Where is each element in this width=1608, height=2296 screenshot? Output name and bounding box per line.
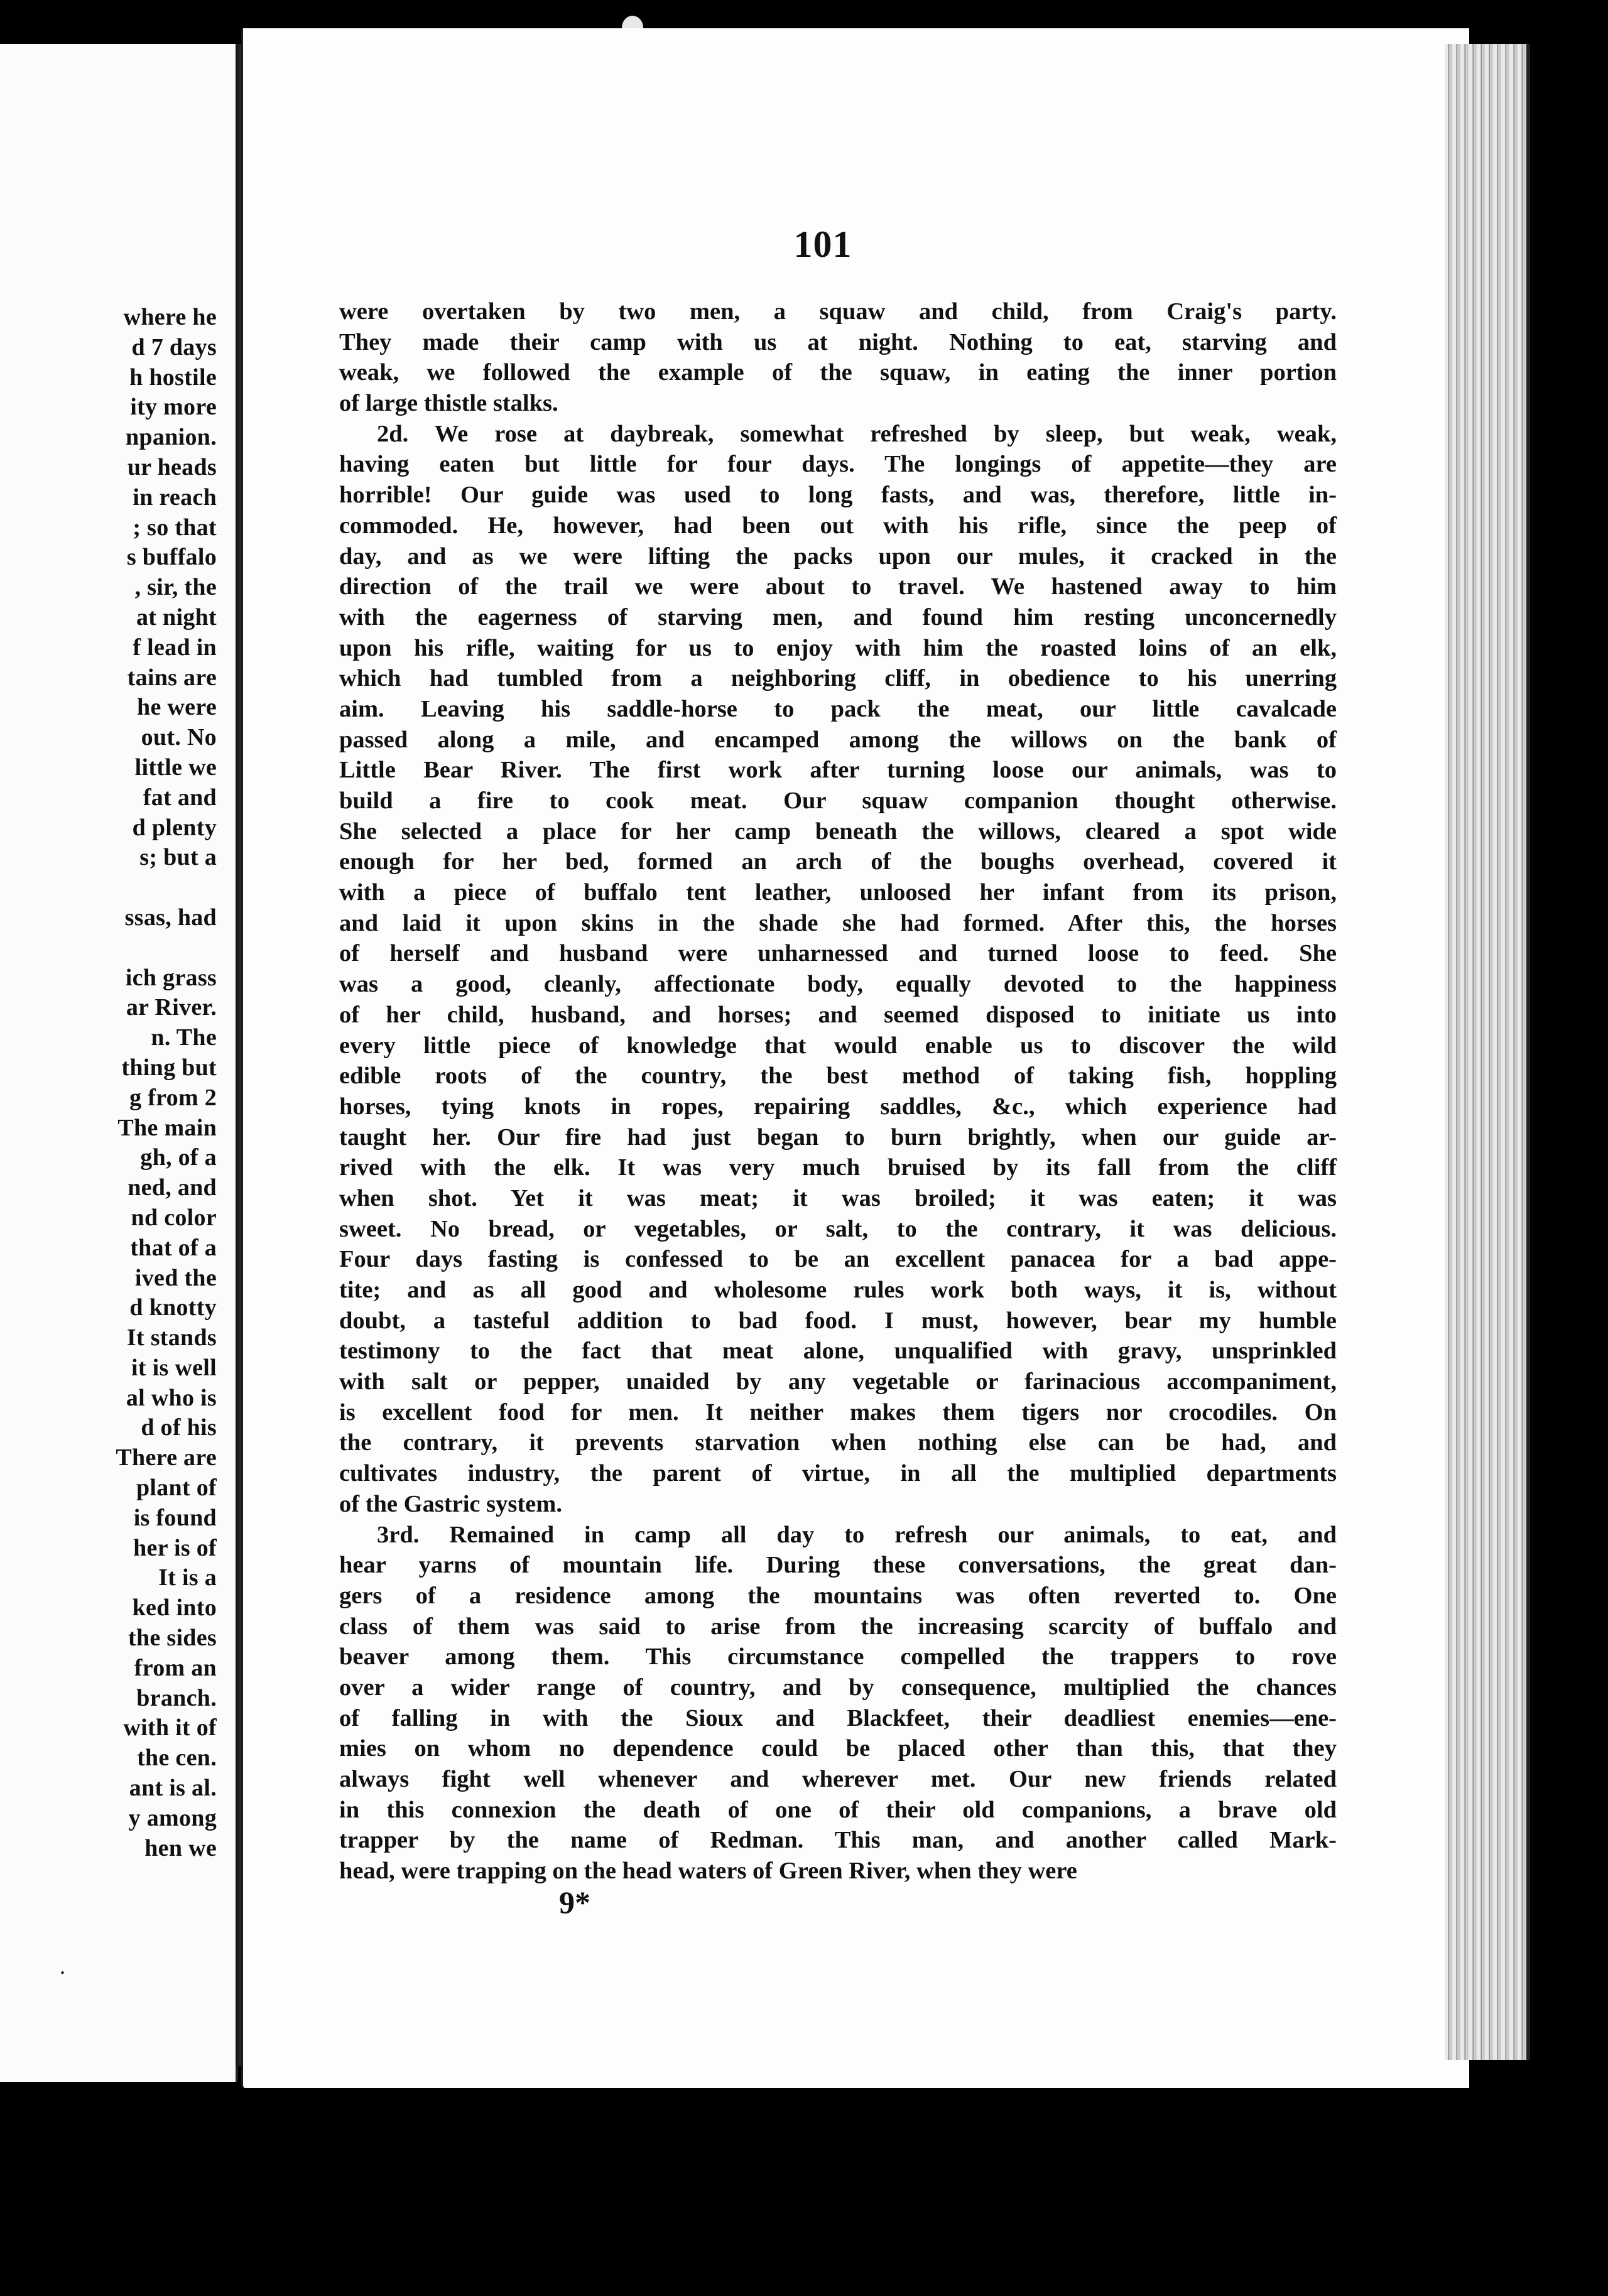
- left-page-line: the cen.: [137, 1745, 217, 1772]
- left-page-line: d of his: [141, 1414, 217, 1441]
- left-page-line: out. No: [141, 724, 217, 751]
- text-line: head, were trapping on the head waters of Green River, when they were: [339, 1858, 1077, 1885]
- left-page-line: d plenty: [132, 814, 217, 841]
- text-line: beaver among them. This circumstance compelled the trappers to rove: [339, 1643, 1337, 1671]
- left-page-line: her is of: [133, 1534, 217, 1561]
- left-page-line: d 7 days: [131, 333, 217, 360]
- text-line: day, and as we were lifting the packs upon our mules, it cracked in the: [339, 543, 1337, 570]
- left-page-line: There are: [116, 1444, 217, 1471]
- text-line: sweet. No bread, or vegetables, or salt, to the contrary, it was delicious.: [339, 1215, 1337, 1242]
- left-page-line: s buffalo: [126, 544, 217, 571]
- left-page-line: The main: [117, 1114, 217, 1141]
- left-page-line: where he: [123, 304, 217, 330]
- left-page-line: It stands: [126, 1324, 217, 1351]
- left-page-line: ant is al.: [129, 1775, 217, 1802]
- left-page-line: nd color: [131, 1204, 217, 1231]
- page-number: 101: [793, 224, 852, 265]
- left-page-line: it is well: [131, 1354, 217, 1381]
- left-page-line: gh, of a: [140, 1144, 217, 1171]
- text-line: always fight well whenever and wherever met. Our new friends related: [339, 1766, 1337, 1792]
- left-page-line: the sides: [128, 1625, 217, 1652]
- left-page-line: ar River.: [126, 994, 217, 1021]
- paragraph: [339, 419, 1337, 1520]
- text-line: weak, we followed the example of the squaw, in eating the inner portion: [339, 359, 1337, 386]
- text-line: is excellent food for men. It neither makes them tigers nor crocodiles. On: [339, 1399, 1337, 1426]
- left-page-line: g from 2: [129, 1084, 217, 1111]
- text-line: cultivates industry, the parent of virtue, in all the multiplied departments: [339, 1460, 1337, 1487]
- text-line: in this connexion the death of one of their old companions, a brave old: [339, 1796, 1337, 1823]
- left-page-line: ked into: [132, 1595, 217, 1622]
- text-line: with the eagerness of starving men, and found him resting unconcernedly: [339, 604, 1337, 631]
- page-edges: [1445, 44, 1530, 2060]
- left-page-line: branch.: [136, 1684, 217, 1711]
- left-page-line: he were: [137, 694, 217, 721]
- text-line: rived with the elk. It was very much bruised by its fall from the cliff: [339, 1154, 1337, 1181]
- text-line: having eaten but little for four days. The longings of appetite—they are: [339, 451, 1337, 478]
- text-line: every little piece of knowledge that would enable us to discover the wild: [339, 1032, 1337, 1059]
- text-line: over a wider range of country, and by consequence, multiplied the chances: [339, 1674, 1337, 1701]
- text-line: doubt, a tasteful addition to bad food. I must, however, bear my humble: [339, 1307, 1337, 1334]
- text-line: direction of the trail we were about to travel. We hastened away to him: [339, 573, 1337, 600]
- left-page-line: y among: [128, 1804, 217, 1831]
- left-page-line: ned, and: [128, 1174, 217, 1201]
- left-page-line: ssas, had: [124, 904, 217, 931]
- text-line: and laid it upon skins in the shade she had formed. After this, the horses: [339, 909, 1337, 936]
- text-line: trapper by the name of Redman. This man, and another called Mark-: [339, 1827, 1337, 1854]
- text-line: 3rd. Remained in camp all day to refresh our animals, to eat, and: [377, 1521, 1337, 1548]
- text-line: tite; and as all good and wholesome rules work both ways, it is, without: [339, 1277, 1337, 1303]
- left-page-line: npanion.: [126, 424, 217, 451]
- left-page-line: ived the: [134, 1264, 217, 1291]
- paragraph: [339, 296, 1337, 419]
- left-page-dot: .: [60, 1954, 65, 1979]
- left-page-line: little we: [134, 754, 217, 781]
- left-page-line: hen we: [144, 1834, 217, 1861]
- left-page-line: n. The: [151, 1024, 217, 1051]
- text-line: enough for her bed, formed an arch of the boughs overhead, covered it: [339, 848, 1337, 875]
- text-line: commoded. He, however, had been out with his rifle, since the peep of: [339, 512, 1337, 539]
- text-line: Four days fasting is confessed to be an excellent panacea for a bad appe-: [339, 1246, 1337, 1273]
- left-page-line: plant of: [136, 1475, 217, 1502]
- left-page-line: f lead in: [133, 634, 217, 661]
- signature-mark: 9*: [559, 1885, 590, 1920]
- left-page-line: d knotty: [129, 1294, 217, 1321]
- paragraph: [339, 1520, 1337, 1887]
- text-line: horrible! Our guide was used to long fasts, and was, therefore, little in-: [339, 482, 1337, 509]
- left-page-line: [0, 873, 217, 903]
- text-line: horses, tying knots in ropes, repairing saddles, &c., which experience had: [339, 1093, 1337, 1120]
- left-page-line: s; but a: [139, 844, 217, 871]
- left-page: [0, 44, 238, 2082]
- left-page-line: al who is: [126, 1384, 217, 1411]
- text-line: of herself and husband were unharnessed and turned loose to feed. She: [339, 940, 1337, 967]
- text-line: of the Gastric system.: [339, 1490, 562, 1517]
- left-page-line: in reach: [133, 484, 217, 511]
- left-page-line: It is a: [158, 1564, 217, 1591]
- text-line: 2d. We rose at daybreak, somewhat refreshed by sleep, but weak, weak,: [377, 420, 1337, 447]
- text-line: build a fire to cook meat. Our squaw companion thought otherwise.: [339, 788, 1337, 814]
- text-line: which had tumbled from a neighboring cliff, in obedience to his unerring: [339, 665, 1337, 692]
- left-page-line: thing but: [121, 1054, 217, 1081]
- text-line: passed along a mile, and encamped among the willows on the bank of: [339, 726, 1337, 753]
- text-line: was a good, cleanly, affectionate body, equally devoted to the happiness: [339, 971, 1337, 998]
- text-line: upon his rifle, waiting for us to enjoy with him the roasted loins of an elk,: [339, 634, 1337, 661]
- text-line: mies on whom no dependence could be placed other than this, that they: [339, 1735, 1337, 1762]
- left-page-line: ur heads: [127, 453, 217, 480]
- text-line: class of them was said to arise from the increasing scarcity of buffalo and: [339, 1613, 1337, 1640]
- left-page-line: ; so that: [133, 514, 217, 541]
- text-line: when shot. Yet it was meat; it was broiled; it was eaten; it was: [339, 1184, 1337, 1211]
- left-page-line: at night: [136, 604, 217, 631]
- left-page-text-fragments: [0, 303, 217, 1863]
- left-page-line: tains are: [127, 664, 217, 691]
- left-page-line: ity more: [130, 394, 217, 421]
- text-line: were overtaken by two men, a squaw and child, from Craig's party.: [339, 298, 1337, 325]
- text-line: of falling in with the Sioux and Blackfeet, their deadliest enemies—ene-: [339, 1704, 1337, 1731]
- left-page-line: ich grass: [125, 964, 217, 991]
- left-page-line: fat and: [143, 784, 217, 811]
- text-line: They made their camp with us at night. Nothing to eat, starving and: [339, 328, 1337, 355]
- left-page-line: , sir, the: [134, 574, 217, 601]
- text-line: taught her. Our fire had just began to burn brightly, when our guide ar-: [339, 1124, 1337, 1151]
- text-line: of large thistle stalks.: [339, 390, 558, 417]
- text-line: testimony to the fact that meat alone, unqualified with gravy, unsprinkled: [339, 1338, 1337, 1365]
- left-page-line: from an: [134, 1654, 217, 1681]
- body-text: [339, 296, 1337, 1887]
- left-page-line: [0, 933, 217, 963]
- left-page-line: that of a: [130, 1234, 217, 1261]
- text-line: the contrary, it prevents starvation when nothing else can be had, and: [339, 1429, 1337, 1456]
- text-line: She selected a place for her camp beneath the willows, cleared a spot wide: [339, 818, 1337, 845]
- left-page-line: with it of: [123, 1714, 217, 1741]
- left-page-line: h hostile: [129, 364, 217, 391]
- text-line: with a piece of buffalo tent leather, unloosed her infant from its prison,: [339, 879, 1337, 906]
- text-line: with salt or pepper, unaided by any vegetable or farinacious accompaniment,: [339, 1368, 1337, 1395]
- text-line: hear yarns of mountain life. During these conversations, the great dan-: [339, 1552, 1337, 1579]
- text-line: gers of a residence among the mountains was often reverted to. One: [339, 1582, 1337, 1609]
- text-line: Little Bear River. The first work after turning loose our animals, was to: [339, 757, 1337, 784]
- text-line: edible roots of the country, the best method of taking fish, hoppling: [339, 1063, 1337, 1090]
- text-line: aim. Leaving his saddle-horse to pack the meat, our little cavalcade: [339, 695, 1337, 722]
- left-page-line: is found: [133, 1504, 217, 1531]
- text-line: of her child, husband, and horses; and seemed disposed to initiate us into: [339, 1001, 1337, 1028]
